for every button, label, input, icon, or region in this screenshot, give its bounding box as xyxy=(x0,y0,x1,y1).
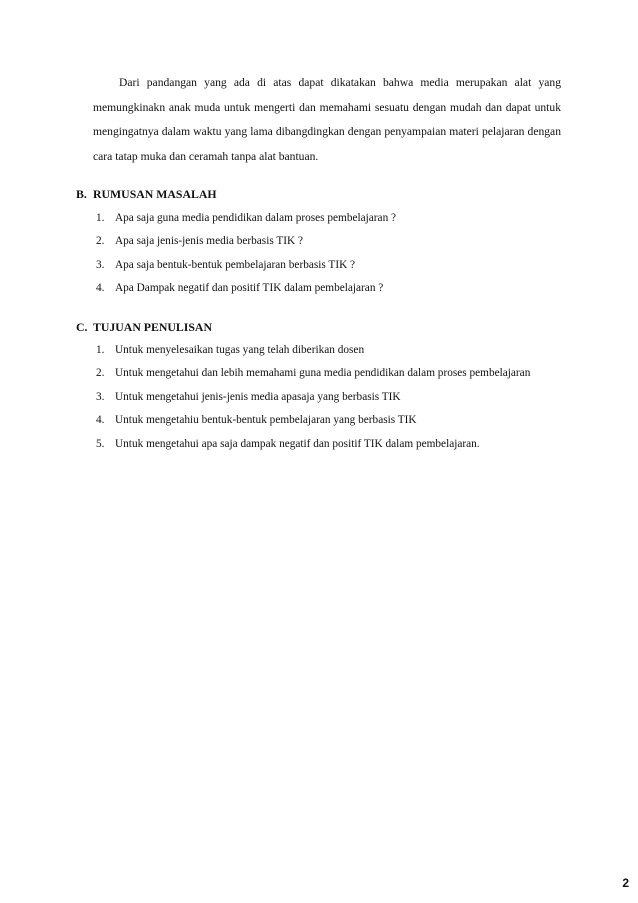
list-item-number: 1. xyxy=(96,212,105,224)
list-item-number: 4. xyxy=(96,282,105,295)
section-c-heading xyxy=(76,320,212,335)
list-item xyxy=(93,362,561,385)
section-c-title: TUJUAN PENULISAN xyxy=(93,320,212,334)
section-c-letter: C. xyxy=(76,320,88,334)
intro-paragraph: Dari pandangan yang ada di atas dapat dikatakan bahwa media merupakan alat yang memungkinakn anak muda untuk mengerti dan memahami sesuatu dengan mudah dan dapat untuk mengingatnya dalam waktu yang lama dibangdingkan dengan penyampaian materi pelajaran dengan cara tatap muka dan ceramah tanpa alat bantuan. xyxy=(93,76,561,163)
list-item-text: Untuk mengetahiu bentuk-bentuk pembelajaran yang berbasis TIK xyxy=(115,414,417,427)
list-item xyxy=(93,339,561,362)
list-item-number: 2. xyxy=(96,367,105,380)
list-item-number: 2. xyxy=(96,235,105,248)
tujuan-penulisan-list xyxy=(93,339,561,456)
list-item xyxy=(93,409,561,432)
section-b-title: RUMUSAN MASALAH xyxy=(93,187,217,201)
section-b-heading xyxy=(76,187,217,202)
list-item-number: 1. xyxy=(96,344,105,356)
page-number: 2 xyxy=(622,876,629,890)
list-item-text: Untuk mengetahui apa saja dampak negatif dan positif TIK dalam pembelajaran. xyxy=(115,437,480,450)
list-item-number: 5. xyxy=(96,437,105,450)
list-item xyxy=(93,277,561,300)
list-item-text: Apa saja guna media pendidikan dalam proses pembelajaran ? xyxy=(115,212,397,224)
list-item xyxy=(93,230,561,253)
list-item-text: Apa Dampak negatif dan positif TIK dalam pembelajaran ? xyxy=(115,282,384,295)
list-item-text: Untuk mengetahui dan lebih memahami guna media pendidikan dalam proses pembelajaran xyxy=(115,367,531,380)
section-b-letter: B. xyxy=(76,187,87,201)
rumusan-masalah-list xyxy=(93,207,561,301)
list-item-text: Apa saja jenis-jenis media berbasis TIK ? xyxy=(115,235,304,248)
list-item-text: Apa saja bentuk-bentuk pembelajaran berbasis TIK ? xyxy=(115,258,356,271)
list-item xyxy=(93,207,561,230)
list-item-text: Untuk mengetahui jenis-jenis media apasaja yang berbasis TIK xyxy=(115,390,401,403)
list-item-number: 3. xyxy=(96,258,105,271)
list-item-text: Untuk menyelesaikan tugas yang telah diberikan dosen xyxy=(115,344,365,356)
list-item xyxy=(93,386,561,409)
list-item-number: 4. xyxy=(96,414,105,427)
list-item xyxy=(93,433,561,456)
list-item-number: 3. xyxy=(96,390,105,403)
list-item xyxy=(93,254,561,277)
